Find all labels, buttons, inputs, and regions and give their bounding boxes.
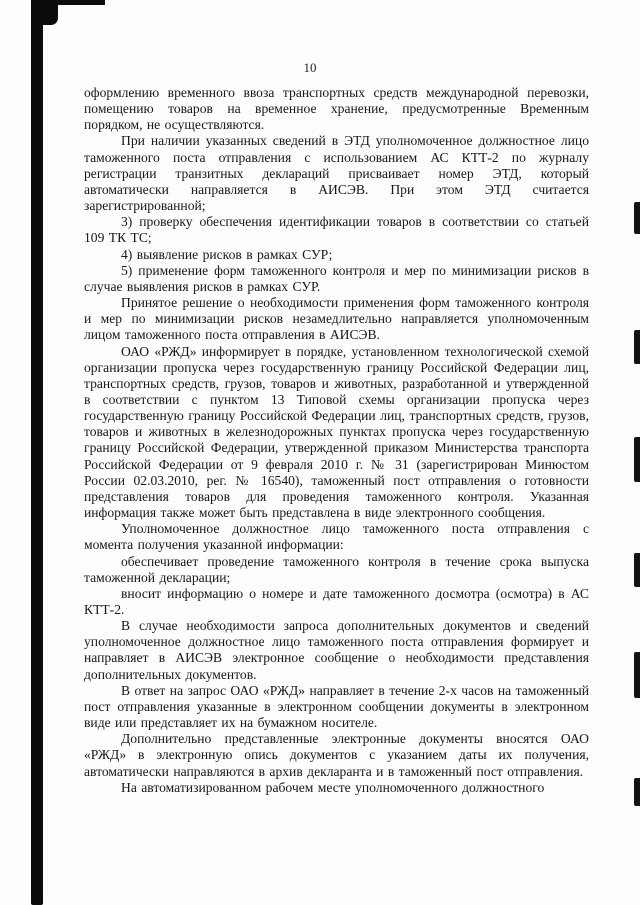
paragraph: обеспечивает проведение таможенного контроля в течение срока выпуска таможенной декларации; xyxy=(84,553,589,585)
scan-artifact-right-mark xyxy=(634,437,640,482)
paragraph: Дополнительно представленные электронные документы вносятся ОАО «РЖД» в электронную опись документов с указанием даты их получения, автоматически направляются в архив декларанта и в таможенный пост отправления. xyxy=(84,731,589,779)
scan-artifact-top-edge xyxy=(31,0,105,5)
paragraph: вносит информацию о номере и дате таможенного досмотра (осмотра) в АС КТТ-2. xyxy=(84,585,589,617)
paragraph: Уполномоченное должностное лицо таможенного поста отправления с момента получения указанной информации: xyxy=(84,521,589,553)
document-body xyxy=(84,85,589,796)
paragraph: 4) выявление рисков в рамках СУР; xyxy=(121,246,333,262)
scan-artifact-right-mark xyxy=(634,202,640,234)
scan-artifact-left-bar xyxy=(31,0,43,905)
scan-artifact-right-mark xyxy=(634,778,640,806)
scan-artifact-right-mark xyxy=(634,553,640,587)
paragraph: В ответ на запрос ОАО «РЖД» направляет в течение 2-х часов на таможенный пост отправления указанные в электронном сообщении документы в электронном виде или представляет их на бумажном носителе. xyxy=(84,682,589,731)
paragraph: 3) проверку обеспечения идентификации товаров в соответствии со статьей 109 ТК ТС; xyxy=(84,214,589,246)
paragraph: В случае необходимости запроса дополнительных документов и сведений уполномоченное должностное лицо таможенного поста отправления формирует и направляет в АИСЭВ электронное сообщение о необходимости представления дополнительных документов. xyxy=(84,618,589,682)
paragraph: 5) применение форм таможенного контроля и мер по минимизации рисков в случае выявления рисков в рамках СУР. xyxy=(84,262,589,294)
paragraph: При наличии указанных сведений в ЭТД уполномоченное должностное лицо таможенного поста отправления с использованием АС КТТ-2 по журналу регистрации транзитных деклараций присваивает номер ЭТД, который автоматически направляется в АИСЭВ. При этом ЭТД считается зарегистрированной; xyxy=(84,133,589,214)
page-number: 10 xyxy=(303,60,317,75)
scan-artifact-right-mark xyxy=(634,652,640,698)
paragraph: Принятое решение о необходимости применения форм таможенного контроля и мер по минимизации рисков незамедлительно направляется уполномоченным лицом таможенного поста отправления в АИСЭВ. xyxy=(84,295,589,343)
scan-artifact-right-mark xyxy=(634,330,640,364)
paragraph: оформлению временного ввоза транспортных средств международной перевозки, помещению товаров на временное хранение, предусмотренные Временным порядком, не осуществляются. xyxy=(84,85,589,133)
paragraph: На автоматизированном рабочем месте уполномоченного должностного xyxy=(121,779,545,795)
paragraph: ОАО «РЖД» информирует в порядке, установленном технологической схемой организации пропуска через государственную границу Российской Федерации лиц, транспортных средств, грузов, товаров и животных, разработанной и утвержденной в соответствии с пунктом 13 Типовой схемы организации пропуска через государственную границу Российской Федерации лиц, транспортных средств, грузов, товаров и животных в железнодорожных пунктах пропуска через государственную границу Российской Федерации, утвержденной приказом Министерства транспорта Российской Федерации от 9 февраля 2010 г. № 31 (зарегистрирован Минюстом России 02.03.2010, рег. № 16540), таможенный пост отправления о готовности представления товаров для проведения таможенного контроля. Указанная информация также может быть представлена в виде электронного сообщения. xyxy=(84,343,589,521)
